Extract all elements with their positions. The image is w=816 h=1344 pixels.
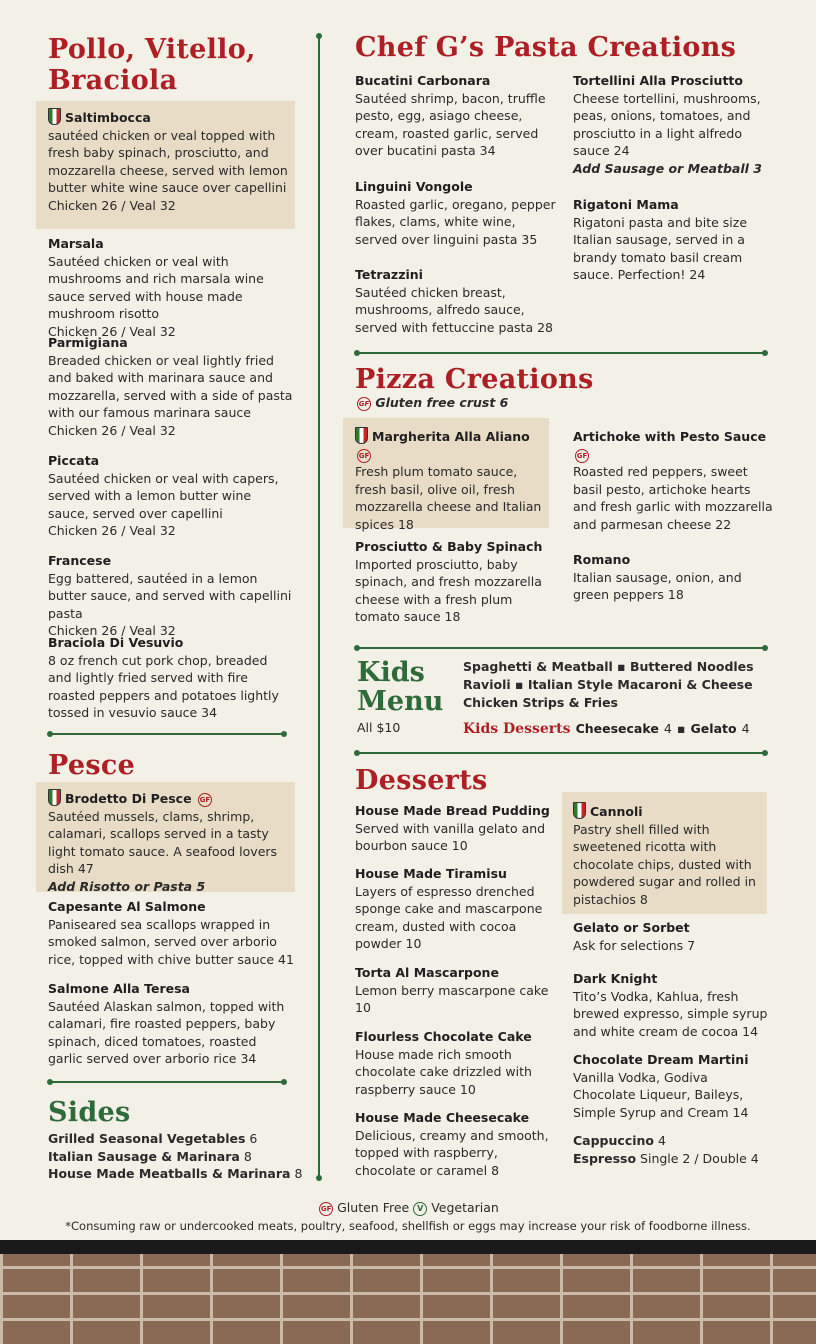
menu-item-braciola	[48, 634, 294, 722]
item-description: Vanilla Vodka, Godiva Chocolate Liqueur, Baileys, Simple Syrup and Cream 14	[573, 1069, 749, 1120]
item-name: Gelato or Sorbet	[573, 920, 690, 935]
italian-flag-icon	[48, 789, 61, 806]
vegetarian-icon: V	[413, 1202, 427, 1216]
item-name: House Made Tiramisu	[355, 866, 507, 881]
item-name: Capesante Al Salmone	[48, 899, 206, 914]
menu-item-flourless	[355, 1028, 555, 1098]
pizza-gf-note	[355, 394, 508, 412]
item-name: Torta Al Mascarpone	[355, 965, 499, 980]
item-name: Tetrazzini	[355, 267, 423, 282]
section-divider	[357, 352, 765, 354]
menu-item-cheesecake	[355, 1109, 555, 1179]
item-description: Sautéed chicken breast, mushrooms, alfredo sauce, served with fettuccine pasta 28	[355, 284, 553, 335]
item-description: Layers of espresso drenched sponge cake and mascarpone cream, dusted with cocoa powder 10	[355, 883, 543, 951]
item-description: Fresh plum tomato sauce, fresh basil, olive oil, fresh mozzarella cheese and Italian spices 18	[355, 464, 542, 532]
item-name: Flourless Chocolate Cake	[355, 1029, 532, 1044]
italian-flag-icon	[48, 108, 61, 125]
item-description: Sautéed shrimp, bacon, truffle pesto, egg, asiago cheese, cream, roasted garlic, served over bucatini pasta 34	[355, 90, 546, 158]
menu-item-marsala	[48, 235, 298, 340]
section-heading-pesce: Pesce	[48, 750, 136, 781]
item-description: Lemon berry mascarpone cake 10	[355, 982, 549, 1015]
item-description: Roasted garlic, oregano, pepper flakes, clams, white wine, served over linguini pasta 35	[355, 196, 556, 247]
menu-item-capesante	[48, 898, 294, 968]
kids-dessert-price: 4	[663, 721, 672, 736]
item-description: 8 oz french cut pork chop, breaded and lightly fried served with fire roasted peppers and potatoes lightly tossed in vesuvio sauce 34	[48, 652, 279, 720]
item-name: Margherita Alla Aliano	[372, 429, 530, 444]
kids-title-line-1: Kids	[357, 657, 425, 688]
kids-desserts-label: Kids Desserts	[463, 721, 571, 737]
item-description: Pastry shell filled with sweetened ricotta with chocolate chips, dusted with powdered sugar and rolled in pistachios 8	[573, 821, 756, 907]
side-item: Italian Sausage & Marinara 8	[48, 1148, 252, 1164]
item-price: Chicken 26 / Veal 32	[48, 422, 176, 438]
item-name: Parmigiana	[48, 335, 128, 350]
kids-dessert-item: Cheesecake	[575, 721, 659, 736]
gluten-free-icon: GF	[198, 793, 212, 807]
italian-flag-icon	[355, 427, 368, 444]
kids-items-line: Spaghetti & Meatball ▪ Buttered Noodles	[463, 659, 754, 674]
menu-item-cannoli	[573, 802, 763, 908]
item-description: Sautéed Alaskan salmon, topped with calamari, fire roasted peppers, baby spinach, diced tomatoes, roasted garlic served over arborio rice 34	[48, 998, 285, 1066]
gluten-free-icon: GF	[319, 1202, 333, 1216]
menu-item-francese	[48, 552, 298, 640]
item-description: Imported prosciutto, baby spinach, and fresh mozzarella cheese with a fresh plum tomato sauce 18	[355, 556, 542, 624]
heading-line-1: Pollo, Vitello,	[48, 34, 256, 65]
item-name: Bucatini Carbonara	[355, 73, 491, 88]
menu-item-piccata	[48, 452, 294, 540]
section-heading-pollo	[48, 34, 308, 96]
sides-list	[48, 1130, 310, 1183]
menu-item-coffee	[573, 1132, 773, 1167]
item-name: Cannoli	[590, 804, 643, 819]
legend-vegetarian: Vegetarian	[431, 1200, 499, 1215]
item-description: Sautéed chicken or veal with capers, served with a lemon butter wine sauce, served over capellini	[48, 470, 279, 521]
item-name: Dark Knight	[573, 971, 658, 986]
kids-items-line: Ravioli ▪ Italian Style Macaroni & Cheese	[463, 677, 753, 692]
menu-item-tiramisu	[355, 865, 555, 953]
item-name: Tortellini Alla Prosciutto	[573, 73, 743, 88]
menu-item-martini	[573, 1051, 773, 1121]
coffee-line: Cappuccino 4	[573, 1133, 666, 1148]
item-name: Chocolate Dream Martini	[573, 1052, 749, 1067]
brick-wall-decoration	[0, 1240, 816, 1344]
section-divider	[357, 752, 765, 754]
item-description: Ask for selections 7	[573, 937, 696, 953]
menu-item-bucatini	[355, 72, 560, 160]
menu-item-linguini	[355, 178, 560, 248]
section-heading-desserts: Desserts	[355, 765, 488, 796]
italian-flag-icon	[573, 802, 586, 819]
item-description: sautéed chicken or veal topped with fresh baby spinach, prosciutto, and mozzarella cheese, served with lemon butter white wine sauce over capellini	[48, 127, 288, 195]
item-add-on: Add Risotto or Pasta 5	[48, 878, 206, 894]
section-heading-pizza: Pizza Creations	[355, 364, 594, 395]
gluten-free-icon: GF	[575, 449, 589, 463]
legend-gluten-free: Gluten Free	[337, 1200, 410, 1215]
item-description: Cheese tortellini, mushrooms, peas, onions, tomatoes, and prosciutto in a light alfredo sauce 24	[573, 90, 761, 158]
menu-item-margherita	[355, 427, 545, 533]
menu-item-tortellini	[573, 72, 773, 177]
menu-item-bread-pudding	[355, 802, 555, 855]
item-name: Romano	[573, 552, 631, 567]
item-name: Prosciutto & Baby Spinach	[355, 539, 543, 554]
kids-dessert-item: Gelato	[690, 721, 737, 736]
bullet-separator: ▪	[676, 721, 686, 736]
item-description: Served with vanilla gelato and bourbon sauce 10	[355, 820, 546, 853]
section-heading-sides: Sides	[48, 1097, 131, 1128]
side-item: Grilled Seasonal Vegetables 6	[48, 1131, 258, 1146]
kids-items-line: Chicken Strips & Fries	[463, 695, 618, 710]
item-name: Piccata	[48, 453, 100, 468]
kids-heading	[357, 658, 443, 716]
item-name: Brodetto Di Pesce	[65, 791, 192, 806]
section-divider	[50, 1081, 284, 1083]
item-add-on: Add Sausage or Meatball 3	[573, 160, 762, 176]
section-divider	[357, 647, 765, 649]
menu-item-torta	[355, 964, 555, 1017]
item-description: House made rich smooth chocolate cake drizzled with raspberry sauce 10	[355, 1046, 532, 1097]
coffee-line: Espresso Single 2 / Double 4	[573, 1150, 759, 1166]
item-name: Francese	[48, 553, 112, 568]
section-divider	[50, 733, 284, 735]
item-price: Chicken 26 / Veal 32	[48, 323, 176, 339]
kids-dessert-price: 4	[741, 721, 750, 736]
gf-crust-price: Gluten free crust 6	[375, 395, 509, 410]
kids-items-list	[463, 658, 773, 712]
menu-item-gelato	[573, 919, 773, 954]
menu-item-saltimbocca	[48, 108, 294, 214]
menu-item-tetrazzini	[355, 266, 560, 336]
section-heading-pasta: Chef G’s Pasta Creations	[355, 32, 737, 63]
heading-line-2: Braciola	[48, 65, 178, 96]
item-name: Rigatoni Mama	[573, 197, 679, 212]
menu-item-dark-knight	[573, 970, 773, 1040]
menu-item-romano	[573, 551, 773, 604]
item-name: Saltimbocca	[65, 110, 151, 125]
item-description: Sautéed mussels, clams, shrimp, calamari, scallops served in a tasty light tomato sauce. A seafood lovers dish 47	[48, 808, 278, 876]
menu-item-parmigiana	[48, 334, 294, 439]
foodborne-disclaimer: *Consuming raw or undercooked meats, poultry, seafood, shellfish or eggs may increase your risk of foodborne illness.	[65, 1219, 751, 1233]
item-description: Tito’s Vodka, Kahlua, fresh brewed expresso, simple syrup and white cream de cocoa 14	[573, 988, 768, 1039]
item-name: Linguini Vongole	[355, 179, 473, 194]
item-description: Breaded chicken or veal lightly fried and baked with marinara sauce and mozzarella, served with a side of pasta with our famous marinara sauce	[48, 352, 293, 420]
item-description: Rigatoni pasta and bite size Italian sausage, served in a brandy tomato basil cream sauce. Perfection! 24	[573, 214, 748, 282]
item-name: Marsala	[48, 236, 104, 251]
item-price: Chicken 26 / Veal 32	[48, 197, 176, 213]
item-name: Braciola Di Vesuvio	[48, 635, 184, 650]
menu-item-brodetto	[48, 789, 294, 895]
column-divider	[318, 36, 320, 1178]
item-name: House Made Bread Pudding	[355, 803, 550, 818]
item-description: Paniseared sea scallops wrapped in smoked salmon, served over arborio rice, topped with chive butter sauce 41	[48, 916, 294, 967]
gluten-free-icon: GF	[357, 397, 371, 411]
item-name: Salmone Alla Teresa	[48, 981, 190, 996]
item-description: Roasted red peppers, sweet basil pesto, artichoke hearts and fresh garlic with mozzarella and parmesan cheese 22	[573, 464, 773, 532]
item-name: Artichoke with Pesto Sauce	[573, 429, 767, 444]
item-description: Egg battered, sautéed in a lemon butter sauce, and served with capellini pasta	[48, 570, 292, 621]
item-price: Chicken 26 / Veal 32	[48, 523, 176, 538]
item-description: Sautéed chicken or veal with mushrooms and rich marsala wine sauce served with house made mushroom risotto	[48, 253, 264, 321]
item-description: Delicious, creamy and smooth, topped with raspberry, chocolate or caramel 8	[355, 1127, 549, 1178]
kids-title-line-2: Menu	[357, 686, 444, 717]
side-item: House Made Meatballs & Marinara 8	[48, 1166, 303, 1181]
item-price: Chicken 26 / Veal 32	[48, 623, 176, 638]
kids-price: All $10	[357, 720, 401, 735]
dark-band	[0, 1240, 816, 1254]
menu-item-prosciutto-pizza	[355, 538, 555, 626]
menu-item-salmone	[48, 980, 294, 1068]
gluten-free-icon: GF	[357, 449, 371, 463]
menu-item-rigatoni	[573, 196, 773, 284]
menu-item-artichoke	[573, 428, 773, 533]
legend	[0, 1200, 816, 1216]
item-description: Italian sausage, onion, and green peppers 18	[573, 569, 742, 602]
kids-desserts	[463, 718, 773, 738]
item-name: House Made Cheesecake	[355, 1110, 530, 1125]
